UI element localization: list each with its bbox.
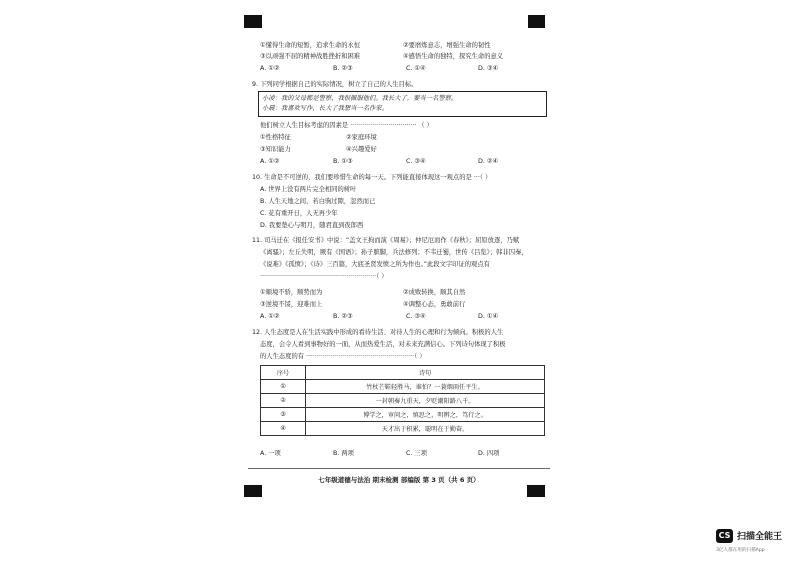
q11-option-3: ③逆境不馁，迎难而上 [260,301,323,308]
q9-question: 他们树立人生目标考虑的因素是 ································· （ ） [260,122,433,129]
q8-option-4: ④感悟生命的独特，探究生命的意义 [403,53,504,60]
table-cell-index: ② [261,394,306,408]
table-row [261,422,545,436]
table-row [261,394,545,408]
q11-option-4: ④调整心态，勇敢前行 [403,301,466,308]
q9-choice-a: A. ①② [260,158,280,165]
q11-line-3: 《说难》《孤愤》；《诗》三百篇，大底圣贤发愤之所为作也。”此段文字印证的观点有 [260,261,490,268]
scanner-watermark [716,528,794,558]
q8-option-3: ③以顽强不屈的精神战胜挫折和困难 [260,53,361,60]
table-header-row [261,366,545,380]
exam-page [248,34,550,496]
table-header-poem: 诗句 [306,366,545,380]
table-cell-index: ③ [261,408,306,422]
q12-line-2: 态度，会令人看到事物好的一面，从而热爱生活，对未来充满信心。下列诗句体现了积极 [260,341,506,348]
q12-choice-d: D. 四项 [478,450,500,457]
q9-choice-b: B. ①③ [333,158,353,165]
q8-option-1: ①懂得生命的短暂，追求生命的永恒 [260,42,361,49]
q10-option-a: A. 世界上没有两片完全相同的树叶 [260,186,357,193]
q10-option-c: C. 花有重开日，人无再少年 [260,210,338,217]
q8-choice-d: D. ③④ [478,65,499,72]
q9-option-1: ①性格特征 [260,134,291,141]
table-cell-poem: 一封朝奏九重天，夕贬潮阳路八千。 [306,394,545,408]
q11-choice-d: D. ①④ [478,313,499,320]
q10-stem: 10. 生命是不可逆的，我们要珍惜生命的每一天。下列能直接体现这一观点的是 ···（ ） [252,174,492,181]
q11-option-2: ②成败转换，顺其自然 [403,289,466,296]
q9-choice-d: D. ②④ [478,158,499,165]
watermark-tagline: 3亿人都在用的扫描App [716,548,765,553]
q8-choice-c: C. ①④ [406,65,426,72]
registration-mark-top-right [528,15,545,28]
q8-choice-a: A. ①② [260,65,280,72]
table-header-index: 序号 [261,366,306,380]
q12-poem-table [260,365,545,436]
q11-line-2: 《离骚》；左丘失明，厥有《国语》；孙子膑脚，兵法修列；不韦迁蜀，世传《吕览》；韩非囚秦， [260,249,528,256]
q8-option-2: ②要磨炼意志，增强生命的韧性 [403,42,491,49]
q11-line-1: 11. 司马迁在《报任安书》中说：“盖文王拘而演《周易》；仲尼厄而作《春秋》；屈原放逐，乃赋 [252,237,520,244]
q9-choice-c: C. ③④ [406,158,426,165]
q11-choice-b: B. ②③ [333,313,353,320]
q11-option-1: ①顺境不骄，顺势而为 [260,289,323,296]
q9-stem: 9. 下列同学根据自己的实际情况，树立了自己的人生目标。 [252,81,418,88]
registration-mark-top-left [244,15,262,28]
q10-option-b: B. 人生天地之间，若白驹过隙，忽然而已 [260,198,376,205]
table-cell-index: ① [261,380,306,394]
q11-choice-c: C. ③④ [406,313,426,320]
q9-quote-line-1: 小凌：我的父母都是警察，我很佩服他们。我长大了，要当一名警察。 [262,95,458,102]
q12-choice-c: C. 三项 [406,450,427,457]
q12-line-1: 12. 人生态度是人在生活实践中形成的看待生活、对待人生的心理和行为倾向。积极的人生 [252,329,504,336]
table-cell-poem: 竹杖芒鞋轻胜马，谁怕？一蓑烟雨任平生。 [306,380,545,394]
watermark-app-name: 扫描全能王 [737,532,783,542]
table-cell-index: ④ [261,422,306,436]
q10-option-d: D. 我要垫心与明月，随君直到夜郎西 [260,222,364,229]
q8-choice-b: B. ②③ [333,65,353,72]
footer-divider [248,468,550,469]
table-cell-poem: 博学之，审问之，慎思之，明辨之，笃行之。 [306,408,545,422]
q9-quote-line-2: 小晨：我喜欢写作，长大了我想当一名作家。 [262,105,388,112]
q12-line-3: 的人生态度的有 ······················································（ ） [260,353,426,360]
q9-option-2: ②家庭环境 [346,134,377,141]
q12-choice-a: A. 一项 [260,450,281,457]
table-row [261,408,545,422]
table-row [261,380,545,394]
q9-option-3: ③知识能力 [260,146,291,153]
table-cell-poem: 天才出于积累，聪明在于勤奋。 [306,422,545,436]
q9-option-4: ④兴趣爱好 [346,146,377,153]
cs-logo-icon: CS [716,529,733,543]
page-footer: 七年级道德与法治 期末检测 部编版 第 3 页（共 6 页） [318,476,480,484]
q11-line-4: ··························································（ ） [260,273,388,280]
q11-choice-a: A. ①② [260,313,280,320]
q12-choice-b: B. 两项 [333,450,354,457]
